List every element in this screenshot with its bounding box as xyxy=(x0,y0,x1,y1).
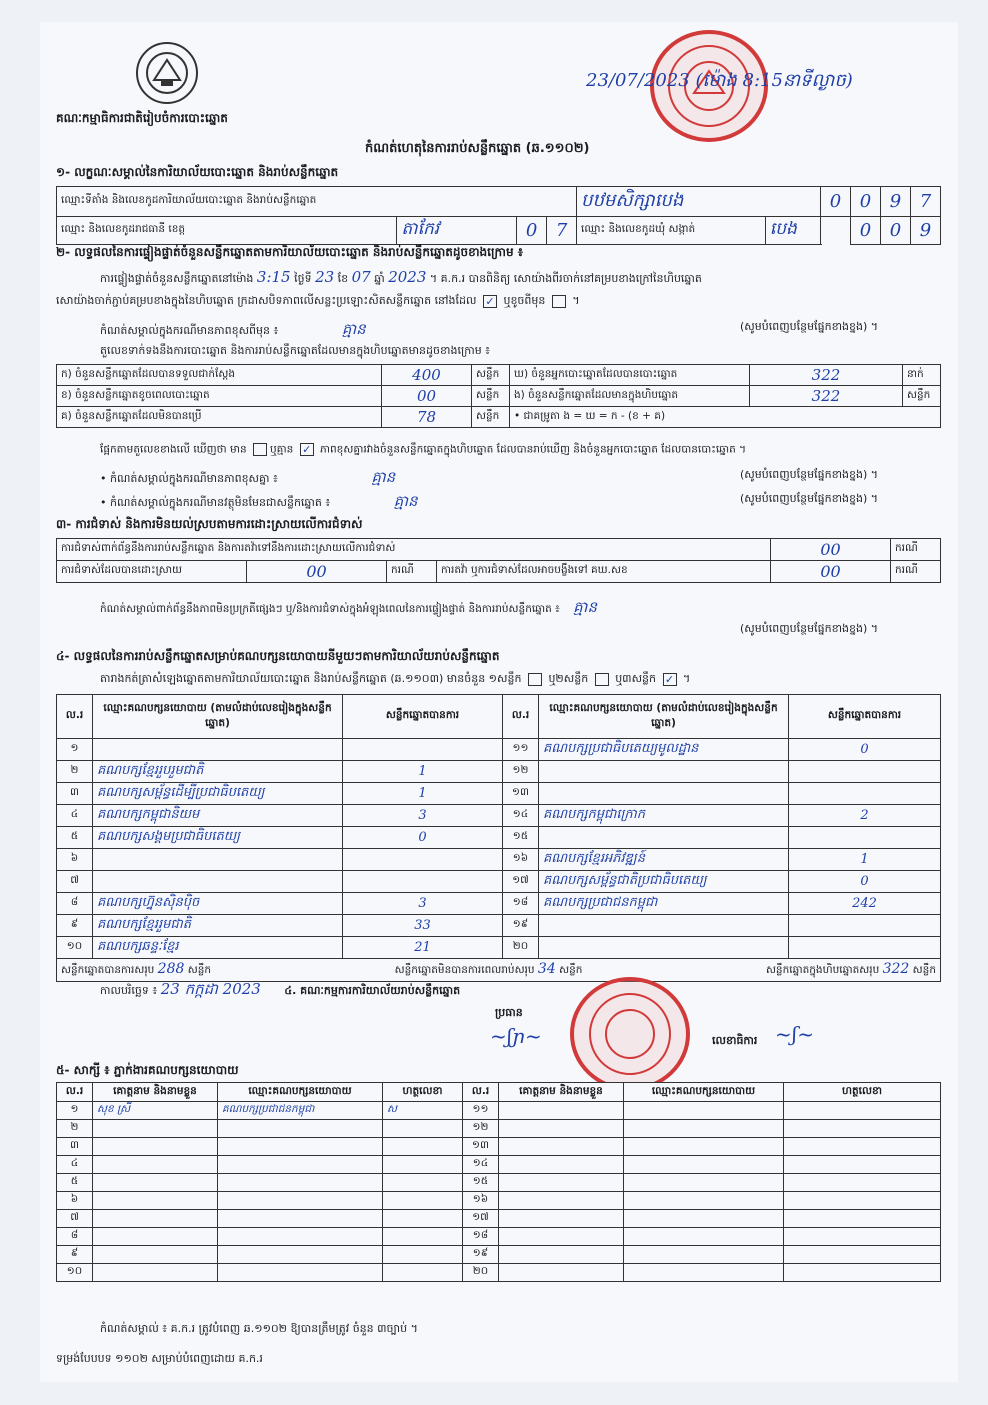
row-number: ១៥ xyxy=(503,827,539,849)
verify-line: ការផ្ទៀងផ្ទាត់ចំនួនសន្លឹកឆ្នោតនៅម៉ោង 3:15 ថ្ងៃទី 23 ខែ 07 ឆ្នាំ 2023 ។ គ.ក.រ បានពិនិត្យ សោយ៉ាងពីរចាក់នៅគម្របខាងក្រៅនៃហិបឆ្នោត xyxy=(100,268,702,286)
page-title: កំណត់ហេតុនៃការរាប់សន្លឹកឆ្នោត (ឆ.១១០២) xyxy=(365,141,590,156)
witness-name xyxy=(499,1264,624,1282)
witness-party xyxy=(218,1264,383,1282)
party-name xyxy=(539,937,789,959)
party-votes: 1 xyxy=(789,849,941,871)
total-invalid: សន្លឹកឆ្នោតមិនបានការពេលរាប់សរុប 34 សន្លឹក xyxy=(394,961,583,977)
table-row xyxy=(57,805,941,827)
table-row xyxy=(57,915,941,937)
party-name: គណបក្សប្រជាជនកម្ពុជា xyxy=(539,893,789,915)
row-number: ១១ xyxy=(463,1102,499,1120)
witness-name xyxy=(499,1120,624,1138)
party-name: គណបក្សខ្មែររួមជាតិ xyxy=(93,915,343,937)
witness-party xyxy=(218,1156,383,1174)
party-name: គណបក្សឆន្ទៈខ្មែរ xyxy=(93,937,343,959)
spoiled-ballots: 00 xyxy=(382,386,472,407)
party-name: គណបក្សខ្មែររួបរួមជាតិ xyxy=(93,761,343,783)
row-number: ៧ xyxy=(57,1210,93,1228)
party-votes: 0 xyxy=(789,871,941,893)
table-row xyxy=(57,849,941,871)
row-number: ១៧ xyxy=(503,871,539,893)
date-line: កាលបរិច្ឆេទ ៖ 23 កក្កដា 2023 ៤. គណៈកម្មការការិយាល័យរាប់សន្លឹកឆ្នោត xyxy=(100,980,461,998)
table-row xyxy=(57,1264,941,1282)
row-number: ៧ xyxy=(57,871,93,893)
witness-signature xyxy=(784,1138,941,1156)
party-votes xyxy=(789,783,941,805)
section3-note: កំណត់សម្គាល់ពាក់ព័ន្ធនឹងភាពមិនប្រក្រតីផ្សេងៗ ឬ/និងការជំទាស់ក្នុងអំឡុងពេលនៃការផ្ទៀងផ្ទាត់ និងការរាប់សន្លឹកឆ្នោត ៖ គ្មាន xyxy=(100,598,597,616)
party-name: គណបក្សសម្ព័ន្ធដើម្បីប្រជាធិបតេយ្យ xyxy=(93,783,343,805)
witness-signature xyxy=(383,1246,463,1264)
witness-party xyxy=(218,1120,383,1138)
row-number: ១៦ xyxy=(463,1192,499,1210)
province-value: តាកែវ xyxy=(397,217,517,245)
verify-year: 2023 xyxy=(388,268,427,286)
party-votes xyxy=(343,871,503,893)
witness-signature xyxy=(784,1246,941,1264)
table-row xyxy=(57,739,941,761)
intro-counts: តួលេខទាក់ទងនឹងការបោះឆ្នោត និងការរាប់សន្លឹកឆ្នោតដែលមានក្នុងហិបឆ្នោតមានដូចខាងក្រោម ៖ xyxy=(100,344,491,357)
party-votes xyxy=(789,827,941,849)
section3-heading: ៣- ការជំទាស់ និងការមិនយល់ស្របតាមការដោះស្រាយលើការជំទាស់ xyxy=(56,517,363,531)
office-code-2: 0 xyxy=(851,187,881,217)
witness-party: គណបក្សប្រជាជនកម្ពុជា xyxy=(218,1102,383,1120)
nec-logo-icon xyxy=(136,42,198,104)
diff-yes-checkbox[interactable] xyxy=(253,443,267,456)
table-row xyxy=(57,1174,941,1192)
witness-name xyxy=(93,1174,218,1192)
row-number: ២ xyxy=(57,761,93,783)
witness-name xyxy=(93,1264,218,1282)
witness-party xyxy=(624,1156,784,1174)
objections-count: 00 xyxy=(771,539,891,561)
witness-name xyxy=(499,1210,624,1228)
footer-note: កំណត់សម្គាល់ ៖ គ.ក.រ ត្រូវបំពេញ ឆ.១១០២ ឱ្យបានត្រឹមត្រូវ ចំនួន ៣ច្បាប់ ។ xyxy=(100,1322,418,1335)
witness-name: សុខ ស្រី xyxy=(93,1102,218,1120)
witness-party xyxy=(218,1138,383,1156)
row-number: ១៧ xyxy=(463,1210,499,1228)
witness-signature xyxy=(383,1192,463,1210)
party-name xyxy=(539,783,789,805)
witness-signature xyxy=(784,1102,941,1120)
row-number: ១៦ xyxy=(503,849,539,871)
table-row: ក) ចំនួនសន្លឹកឆ្នោតដែលបានទទួលជាក់ស្ដែង 400 សន្លឹក ឃ) ចំនួនអ្នកបោះឆ្នោតដែលបានបោះឆ្នោត 322 នាក់ xyxy=(57,365,941,386)
witness-signature xyxy=(784,1120,941,1138)
chair-label: ប្រធាន xyxy=(495,1006,523,1019)
party-votes: 0 xyxy=(789,739,941,761)
witness-signature xyxy=(383,1210,463,1228)
witness-party xyxy=(218,1246,383,1264)
witness-party xyxy=(624,1246,784,1264)
note-line: កំណត់សម្គាល់ក្នុងករណីមានភាពខុសពីមុន ៖ គ្មាន (សូមបំពេញបន្ថែមផ្នែកខាងខ្នង) ។ xyxy=(100,320,879,338)
row-number: ១៣ xyxy=(463,1138,499,1156)
row-number: ៣ xyxy=(57,1138,93,1156)
witness-table: ល.រ គោត្តនាម និងនាមខ្លួន ឈ្មោះគណបក្សនយោបាយ ហត្ថលេខា ល.រ គោត្តនាម និងនាមខ្លួន ឈ្មោះគណបក្សនយោបាយ ហត្ថលេខា ១ សុខ ស្រី គណបក្សប្រជាជនកម្ពុជា ស ១១ ២ ១២ ៣ ១៣ ៤ ១៤ ៥ ១៥ ៦ ១៦ ៧ ១៧ ៨ ១៨ ៩ ១៩ ១០ ២០ xyxy=(56,1082,941,1282)
party-votes: 242 xyxy=(789,893,941,915)
row-number: ១៨ xyxy=(463,1228,499,1246)
party-name xyxy=(93,849,343,871)
table-row xyxy=(57,1102,941,1120)
row-number: ១០ xyxy=(57,1264,93,1282)
row-number: ១៤ xyxy=(503,805,539,827)
witness-signature xyxy=(383,1138,463,1156)
pages-two-checkbox[interactable] xyxy=(595,673,609,686)
party-name: គណបក្សកម្ពុជានិយម xyxy=(93,805,343,827)
row-number: ១ xyxy=(57,1102,93,1120)
commune-code-1: 0 xyxy=(851,217,881,245)
pages-three-checkbox[interactable]: ✓ xyxy=(663,673,677,686)
row-number: ១៩ xyxy=(463,1246,499,1264)
witness-party xyxy=(624,1138,784,1156)
party-name: គណបក្សខ្មែរអភិវឌ្ឍន៍ xyxy=(539,849,789,871)
party-votes: 33 xyxy=(343,915,503,937)
row-number: ១១ xyxy=(503,739,539,761)
verify-day: 23 xyxy=(315,268,335,286)
witness-signature xyxy=(784,1156,941,1174)
witness-signature xyxy=(784,1264,941,1282)
date-value: 23 កក្កដា 2023 xyxy=(160,980,261,998)
table-row xyxy=(57,893,941,915)
witness-name xyxy=(93,1192,218,1210)
chair-signature-icon: ~ʃɲ~ xyxy=(490,1024,542,1048)
party-name xyxy=(539,915,789,937)
resolved-count: 00 xyxy=(247,561,387,583)
witness-party xyxy=(624,1174,784,1192)
office-value: បឋមសិក្សាបេង xyxy=(577,187,821,217)
table-row xyxy=(57,871,941,893)
diff-no-checkbox[interactable]: ✓ xyxy=(300,443,314,456)
province-label: ឈ្មោះ និងលេខកូដរាជធានី ខេត្ត xyxy=(57,217,397,245)
row-number: ១៤ xyxy=(463,1156,499,1174)
table-row xyxy=(57,827,941,849)
table-row xyxy=(57,1120,941,1138)
witness-name xyxy=(499,1192,624,1210)
witness-party xyxy=(624,1120,784,1138)
party-votes: 0 xyxy=(343,827,503,849)
table-row xyxy=(57,937,941,959)
row-number: ១២ xyxy=(463,1120,499,1138)
party-name xyxy=(539,827,789,849)
office-code-3: 9 xyxy=(881,187,911,217)
form-note: ទម្រង់បែបបទ ១១០២ សម្រាប់បំពេញដោយ គ.ក.រ xyxy=(56,1352,263,1365)
office-id-table xyxy=(56,186,941,245)
witness-party xyxy=(624,1228,784,1246)
witness-name xyxy=(499,1138,624,1156)
party-votes: 3 xyxy=(343,805,503,827)
party-votes xyxy=(789,915,941,937)
section4-heading: ៤- លទ្ធផលនៃការរាប់សន្លឹកឆ្នោតសម្រាប់គណបក្សនយោបាយនីមួយៗតាមការិយាល័យរាប់សន្លឹកឆ្នោត xyxy=(56,649,500,663)
section1-heading: ១- លក្ខណៈសម្គាល់នៃការិយាល័យបោះឆ្នោត និងរាប់សន្លឹកឆ្នោត xyxy=(56,165,339,179)
party-name: គណបក្សកម្ពុជាក្រោក xyxy=(539,805,789,827)
table-row: គ) ចំនួនសន្លឹកឆ្នោតដែលមិនបានប្រើ 78 សន្លឹក • ជាគម្រូតា ង = ឃ = ក - (ខ + គ) xyxy=(57,407,941,428)
org-name: គណៈកម្មាធិការជាតិរៀបចំការបោះឆ្នោត xyxy=(56,111,228,125)
ballots-in-box: 322 xyxy=(750,386,903,407)
witness-signature xyxy=(784,1228,941,1246)
row-number: ២ xyxy=(57,1120,93,1138)
total-box: សន្លឹកឆ្នោតក្នុងហិបឆ្នោតសរុប 322 សន្លឹក xyxy=(765,961,936,977)
witness-signature xyxy=(784,1174,941,1192)
table-row xyxy=(57,1192,941,1210)
witness-party xyxy=(624,1210,784,1228)
witness-party xyxy=(624,1264,784,1282)
party-votes xyxy=(789,761,941,783)
diff-line: ផ្អែកតាមតួលេខខាងលើ ឃើញថា មាន ឬគ្មាន ✓ ភាពខុសគ្នារវាងចំនួនសន្លឹកឆ្នោតក្នុងហិបឆ្នោត ដែលបានរាប់ឃើញ និងចំនួនអ្នកបោះឆ្នោត ដែលបានបោះឆ្នោត ។ xyxy=(100,443,747,456)
party-votes xyxy=(343,739,503,761)
pages-line: តារាងកត់ត្រាសំឡេងឆ្នោតតាមការិយាល័យបោះឆ្នោត និងរាប់សន្លឹកឆ្នោត (ឆ.១១០៣) មានចំនួន ១សន្លឹក ឬ២សន្លឹក ឬ៣សន្លឹក ✓ ។ xyxy=(100,672,691,686)
section5-heading: ៥- សាក្សី ៖ ភ្នាក់ងារគណបក្សនយោបាយ xyxy=(56,1063,239,1077)
section2-heading: ២- លទ្ធផលនៃការផ្ទៀងផ្ទាត់ចំនួនសន្លឹកឆ្នោតតាមការិយាល័យបោះឆ្នោត និងរាប់សន្លឹកឆ្នោតដូចខាងក្រោម ៖ xyxy=(56,245,524,259)
witness-party xyxy=(218,1228,383,1246)
row-number: ១ xyxy=(57,739,93,761)
party-name: គណបក្សសម្ព័ន្ធជាតិប្រជាធិបតេយ្យ xyxy=(539,871,789,893)
row-number: ៣ xyxy=(57,783,93,805)
province-code-1: 0 xyxy=(517,217,547,245)
office-code-1: 0 xyxy=(821,187,851,217)
office-label: ឈ្មោះទីតាំង និងលេខកូដការិយាល័យបោះឆ្នោត និងរាប់សន្លឹកឆ្នោត xyxy=(57,187,577,217)
row-number: ៤ xyxy=(57,805,93,827)
witness-party xyxy=(218,1174,383,1192)
witness-name xyxy=(499,1246,624,1264)
party-name: គណបក្សសង្គមប្រជាធិបតេយ្យ xyxy=(93,827,343,849)
party-name xyxy=(539,761,789,783)
party-votes: 3 xyxy=(343,893,503,915)
registration-note: 23/07/2023 (ម៉ោង 8:15នាទីល្ងាច) xyxy=(586,70,853,91)
witness-name xyxy=(93,1210,218,1228)
party-name xyxy=(93,871,343,893)
table-row xyxy=(57,783,941,805)
party-name xyxy=(93,739,343,761)
secretary-label: លេខាធិការ xyxy=(712,1034,758,1047)
witness-name xyxy=(499,1102,624,1120)
received-ballots: 400 xyxy=(382,365,472,386)
witness-name xyxy=(499,1156,624,1174)
counts-table xyxy=(56,364,941,428)
witness-name xyxy=(93,1138,218,1156)
row-number: ៦ xyxy=(57,849,93,871)
pages-one-checkbox[interactable] xyxy=(528,673,542,686)
row-number: ១៣ xyxy=(503,783,539,805)
note3-line: • កំណត់សម្គាល់ក្នុងករណីមានវត្ថុមិនមែនជាសន្លឹកឆ្នោត ៖ គ្មាន (សូមបំពេញបន្ថែមផ្នែកខាងខ្នង) ។ xyxy=(100,492,879,510)
total-valid: សន្លឹកឆ្នោតបានការសរុប 288 សន្លឹក xyxy=(61,961,212,977)
party-votes xyxy=(789,937,941,959)
party-votes: 1 xyxy=(343,761,503,783)
witness-signature xyxy=(784,1210,941,1228)
results-table: ល.រ ឈ្មោះគណបក្សនយោបាយ (តាមលំដាប់លេខរៀងក្នុងសន្លឹកឆ្នោត) សន្លឹកឆ្នោតបានការ ល.រ ឈ្មោះគណបក្សនយោបាយ (តាមលំដាប់លេខរៀងក្នុងសន្លឹកឆ្នោត) សន្លឹកឆ្នោតបានការ ១ ១១ គណបក្សប្រជាធិបតេយ្យមូលដ្ឋាន 0 ២ គណបក្សខ្មែររួបរួមជាតិ 1 ១២ ៣ គណបក្សសម្ព័ន្ធដើម្បីប្រជាធិបតេយ្យ 1 ១៣ ៤ គណបក្សកម្ពុជានិយម 3 ១៤ គណបក្សកម្ពុជាក្រោក 2 ៥ គណបក្សសង្គមប្រជាធិបតេយ្យ 0 ១៥ ៦ ១៦ គណបក្សខ្មែរអភិវឌ្ឍន៍ 1 ៧ ១៧ គណបក្សសម្ព័ន្ធជាតិប្រជាធិបតេយ្យ 0 ៨ គណបក្សហ្វ៊ុនស៊ិនប៉ិច 3 ១៨ គណបក្សប្រជាជនកម្ពុជា 242 ៩ គណបក្សខ្មែររួមជាតិ 33 ១៩ ១០ គណបក្សឆន្ទៈខ្មែរ 21 ២០ សន្លឹកឆ្នោតបានការសរុប 288 សន្លឹក សន្លឹកឆ្នោតមិនបានការពេលរាប់សរុប 34 សន្លឹក សន្លឹកឆ្នោតក្នុងហិបឆ្នោតសរុប 322 សន្លឹក xyxy=(56,694,941,982)
commune-code-2: 0 xyxy=(881,217,911,245)
party-name: គណបក្សហ្វ៊ុនស៊ិនប៉ិច xyxy=(93,893,343,915)
row-number: ២០ xyxy=(463,1264,499,1282)
witness-signature xyxy=(383,1156,463,1174)
commune-value: បេង xyxy=(765,217,820,245)
row-number: ៥ xyxy=(57,827,93,849)
witness-signature xyxy=(383,1120,463,1138)
witness-name xyxy=(93,1228,218,1246)
witness-signature xyxy=(784,1192,941,1210)
table-row: ការជំទាស់ដែលបានដោះស្រាយ 00 ករណី ការតវ៉ា ឬការជំទាស់ដែលអាចបង្ខឹងទៅ គឃ.សខ 00 ករណី xyxy=(57,561,941,583)
table-row xyxy=(57,1138,941,1156)
row-number: ៨ xyxy=(57,893,93,915)
table-row xyxy=(57,1210,941,1228)
row-number: ១២ xyxy=(503,761,539,783)
unused-ballots: 78 xyxy=(382,407,472,428)
party-votes: 21 xyxy=(343,937,503,959)
party-votes: 1 xyxy=(343,783,503,805)
table-row xyxy=(57,1246,941,1264)
committee-stamp-icon xyxy=(570,977,690,1091)
row-number: ៩ xyxy=(57,915,93,937)
row-number: ៥ xyxy=(57,1174,93,1192)
commune-label: ឈ្មោះ និងលេខកូដឃុំ សង្កាត់ xyxy=(577,217,766,245)
witness-signature xyxy=(383,1174,463,1192)
witness-signature xyxy=(383,1228,463,1246)
intact-checkbox[interactable]: ✓ xyxy=(483,295,497,308)
row-number: ១៥ xyxy=(463,1174,499,1192)
row-number: ៤ xyxy=(57,1156,93,1174)
row-number: ៦ xyxy=(57,1192,93,1210)
verify-time: 3:15 xyxy=(256,268,291,286)
party-votes xyxy=(343,849,503,871)
table-row xyxy=(57,1228,941,1246)
witness-signature xyxy=(383,1264,463,1282)
row-number: ២០ xyxy=(503,937,539,959)
party-name: គណបក្សប្រជាធិបតេយ្យមូលដ្ឋាន xyxy=(539,739,789,761)
province-code-2: 7 xyxy=(547,217,577,245)
witness-party xyxy=(624,1102,784,1120)
office-code-4: 7 xyxy=(911,187,941,217)
table-row: ខ) ចំនួនសន្លឹកឆ្នោតខូចពេលបោះឆ្នោត 00 សន្លឹក ង) ចំនួនសន្លឹកឆ្នោតដែលមានក្នុងហិបឆ្នោត 322 សន្លឹក xyxy=(57,386,941,407)
seal-line: សោយ៉ាងចាក់ភ្ជាប់គម្របខាងក្នុងនៃហិបឆ្នោត ក្រដាសបិទភាពលើសន្លះប្រឡោះសិតសន្លឹកឆ្នោត នៅងដែល ✓ ឬខូចពីមុន ។ xyxy=(56,294,580,308)
row-number: ៩ xyxy=(57,1246,93,1264)
appeal-count: 00 xyxy=(771,561,891,583)
witness-party xyxy=(218,1210,383,1228)
witness-name xyxy=(93,1120,218,1138)
objections-table xyxy=(56,538,941,583)
note2-line: • កំណត់សម្គាល់ក្នុងករណីមានភាពខុសគ្នា ៖ គ្មាន (សូមបំពេញបន្ថែមផ្នែកខាងខ្នង) ។ xyxy=(100,468,879,486)
table-row: ការជំទាស់ពាក់ព័ន្ធនឹងការរាប់សន្លឹកឆ្នោត និងការតវ៉ាទៅនឹងការដោះស្រាយលើការជំទាស់ 00 ករណី xyxy=(57,539,941,561)
row-number: ១៩ xyxy=(503,915,539,937)
verify-month: 07 xyxy=(351,268,371,286)
row-number: ៨ xyxy=(57,1228,93,1246)
voters-count: 322 xyxy=(750,365,903,386)
witness-name xyxy=(499,1228,624,1246)
document-sheet: គណៈកម្មាធិការជាតិរៀបចំការបោះឆ្នោត 23/07/2023 (ម៉ោង 8:15នាទីល្ងាច) កំណត់ហេតុនៃការរាប់សន្លឹកឆ្នោត (ឆ.១១០២) ១- លក្ខណៈសម្គាល់នៃការិយាល័យបោះឆ្នោត និងរាប់សន្លឹកឆ្នោត ឈ្មោះទីតាំង និងលេខកូដការិយាល័យបោះឆ្នោត និងរាប់សន្លឹកឆ្នោត បឋមសិក្សាបេង 0 0 9 7 ឈ្មោះ និងលេខកូដរាជធានី ខេត្ត តាកែវ 0 7 ឈ្មោះ និងលេខកូដឃុំ សង្កាត់ បេង 0 0 9 ២- លទ្ធផលនៃការផ្ទៀងផ្ទាត់ចំនួនសន្លឹកឆ្នោតតាមការិយាល័យបោះឆ្នោត និងរាប់សន្លឹកឆ្នោតដូចខាងក្រោម ៖ ការផ្ទៀងផ្ទាត់ចំនួនសន្លឹកឆ្នោតនៅម៉ោង 3:15 ថ្ងៃទី 23 ខែ 07 ឆ្នាំ 2023 ។ គ.ក.រ បានពិនិត្យ សោយ៉ាងពីរចាក់នៅគម្របខាងក្រៅនៃហិបឆ្នោត សោយ៉ាងចាក់ភ្ជាប់គម្របខាងក្នុងនៃហិបឆ្នោត ក្រដាសបិទភាពលើសន្លះប្រឡោះសិតសន្លឹកឆ្នោត នៅងដែល ✓ ឬខូចពីមុន ។ កំណត់សម្គាល់ក្នុងករណីមានភាពខុសពីមុន ៖ គ្មាន (សូមបំពេញបន្ថែមផ្នែកខាងខ្នង) ។ តួលេខទាក់ទងនឹងការបោះឆ្នោត និងការរាប់សន្លឹកឆ្នោតដែលមានក្នុងហិបឆ្នោតមានដូចខាងក្រោម ៖ ក) ចំនួនសន្លឹកឆ្នោតដែលបានទទួលជាក់ស្ដែង 400 សន្លឹក ឃ) ចំនួនអ្នកបោះឆ្នោតដែលបានបោះឆ្នោត 322 នាក់ ខ) ចំនួនសន្លឹកឆ្នោតខូចពេលបោះឆ្នោត 00 សន្លឹក ង) ចំនួនសន្លឹកឆ្នោតដែលមានក្នុងហិបឆ្នោត 322 សន្លឹក គ) ចំនួនសន្លឹកឆ្នោតដែលមិនបានប្រើ 78 សន្លឹក • ជាគម្រូតា ង = ឃ = ក - (ខ + គ) ផ្អែកតាមតួលេខខាងលើ ឃើញថា មាន ឬគ្មាន ✓ ភាពខុសគ្នារវាងចំនួនសន្លឹកឆ្នោតក្នុងហិបឆ្នោត ដែលបានរាប់ឃើញ និងចំនួនអ្នកបោះឆ្នោត ដែលបានបោះឆ្នោត ។ • កំណត់សម្គាល់ក្នុងករណីមានភាពខុសគ្នា ៖ គ្មាន (សូមបំពេញបន្ថែមផ្នែកខាងខ្នង) ។ • កំណត់សម្គាល់ក្នុងករណីមានវត្ថុមិនមែនជាសន្លឹកឆ្នោត ៖ គ្មាន (សូមបំពេញបន្ថែមផ្នែកខាងខ្នង) ។ ៣- ការជំទាស់ និងការមិនយល់ស្របតាមការដោះស្រាយលើការជំទាស់ ការជំទាស់ពាក់ព័ន្ធនឹងការរាប់សន្លឹកឆ្នោត និងការតវ៉ាទៅនឹងការដោះស្រាយលើការជំទាស់ 00 ករណី ការជំទាស់ដែលបានដោះស្រាយ 00 ករណី ការតវ៉ា ឬការជំទាស់ដែលអាចបង្ខឹងទៅ គឃ.សខ 00 ករណី កំណត់សម្គាល់ពាក់ព័ន្ធនឹងភាពមិនប្រក្រតីផ្សេងៗ ឬ/និងការជំទាស់ក្នុងអំឡុងពេលនៃការផ្ទៀងផ្ទាត់ និងការរាប់សន្លឹកឆ្នោត ៖ គ្មាន (សូមបំពេញបន្ថែមផ្នែកខាងខ្នង) ។ ៤- លទ្ធផលនៃការរាប់សន្លឹកឆ្នោតសម្រាប់គណបក្សនយោបាយនីមួយៗតាមការិយាល័យរាប់សន្លឹកឆ្នោត តារាងកត់ត្រាសំឡេងឆ្នោតតាមការិយាល័យបោះឆ្នោត និងរាប់សន្លឹកឆ្នោត (ឆ.១១០៣) មានចំនួន ១សន្លឹក ឬ២សន្លឹក ឬ៣សន្លឹក ✓ ។ ល.រ ឈ្មោះគណបក្សនយោបាយ (តាមលំដាប់លេខរៀងក្នុងសន្លឹកឆ្នោត) សន្លឹកឆ្នោតបានការ ល.រ ឈ្មោះគណបក្សនយោបាយ (តាមលំដាប់លេខរៀងក្នុងសន្លឹកឆ្នោត) សន្លឹកឆ្នោតបានការ ១ ១១ គណបក្សប្រជាធិបតេយ្យមូលដ្ឋាន 0 ២ គណបក្សខ្មែររួបរួមជាតិ 1 ១២ ៣ គណបក្សសម្ព័ន្ធដើម្បីប្រជាធិបតេយ្យ 1 ១៣ ៤ គណបក្សកម្ពុជានិយម 3 ១៤ គណបក្សកម្ពុជាក្រោក 2 ៥ គណបក្សសង្គមប្រជាធិបតេយ្យ 0 ១៥ ៦ ១៦ គណបក្សខ្មែរអភិវឌ្ឍន៍ 1 ៧ ១៧ គណបក្សសម្ព័ន្ធជាតិប្រជាធិបតេយ្យ 0 ៨ គណបក្សហ្វ៊ុនស៊ិនប៉ិច 3 ១៨ គណបក្សប្រជាជនកម្ពុជា 242 ៩ គណបក្សខ្មែររួមជាតិ 33 ១៩ ១០ គណបក្សឆន្ទៈខ្មែរ 21 ២០ សន្លឹកឆ្នោតបានការសរុប 288 សន្លឹក សន្លឹកឆ្នោតមិនបានការពេលរាប់សរុប 34 សន្លឹក សន្លឹកឆ្នោតក្នុងហិបឆ្នោតសរុប 322 សន្លឹក កាលបរិច្ឆេទ ៖ 23 កក្កដា 2023 ៤. គណៈកម្មការការិយាល័យរាប់សន្លឹកឆ្នោត ប្រធាន ~ʃɲ~ លេខាធិការ ~ʃ~ ៥- សាក្សី ៖ ភ្នាក់ងារគណបក្សនយោបាយ ល.រ គោត្តនាម និងនាមខ្លួន ឈ្មោះគណបក្សនយោបាយ ហត្ថលេខា ល.រ គោត្តនាម និងនាមខ្លួន ឈ្មោះគណបក្សនយោបាយ ហត្ថលេខា ១ សុខ ស្រី គណបក្សប្រជាជនកម្ពុជា ស ១១ ២ ១២ ៣ ១៣ ៤ ១៤ ៥ ១៥ ៦ ១៦ ៧ ១៧ ៨ ១៨ ៩ ១៩ ១០ ២០ កំណត់សម្គាល់ ៖ គ.ក.រ ត្រូវបំពេញ ឆ.១១០២ ឱ្យបានត្រឹមត្រូវ ចំនួន ៣ច្បាប់ ។ xyxy=(40,22,958,1382)
party-votes: 2 xyxy=(789,805,941,827)
table-row xyxy=(57,1156,941,1174)
witness-signature: ស xyxy=(383,1102,463,1120)
commune-code-3: 9 xyxy=(911,217,941,245)
witness-party xyxy=(218,1192,383,1210)
secretary-signature-icon: ~ʃ~ xyxy=(775,1022,814,1046)
note-value: គ្មាន xyxy=(341,320,366,338)
damaged-checkbox[interactable] xyxy=(552,295,566,308)
witness-name xyxy=(93,1156,218,1174)
row-number: ១៨ xyxy=(503,893,539,915)
row-number: ១០ xyxy=(57,937,93,959)
witness-name xyxy=(93,1246,218,1264)
table-row xyxy=(57,761,941,783)
witness-name xyxy=(499,1174,624,1192)
witness-party xyxy=(624,1192,784,1210)
